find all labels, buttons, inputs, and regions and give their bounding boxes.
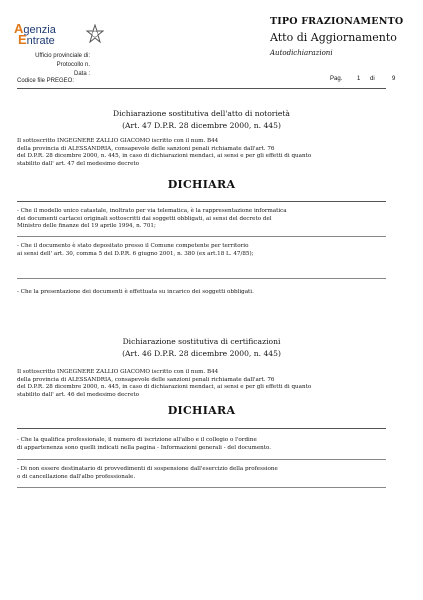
section2-body-line: stabilito dall' art. 46 del medesimo decreto [17,391,140,398]
section1-title-line1: Dichiarazione sostitutiva dell'atto di notorietà [113,109,290,118]
page-number: 1 [357,76,361,82]
section2-body [17,369,377,399]
item-line: dei documenti cartacei originali sottoscritti dai soggetti obbligati, ai sensi del decreto del [17,215,272,222]
section1-title-line2: (Art. 47 D.P.R. 28 dicembre 2000, n. 445) [122,121,281,130]
logo-word-ntrate: ntrate [26,35,55,47]
section2-item-divider [17,487,386,488]
item-line: Ministro delle finanze del 19 aprile 1994, n. 701; [17,223,156,230]
section1-item-divider [17,278,386,279]
section1-body-line: stabilito dall' art. 47 del medesimo decreto [17,160,140,167]
section1-item-3 [17,289,377,297]
section1-item-1 [17,208,377,231]
header-meta [32,52,90,79]
section2-divider [17,428,386,429]
section1-body-line: Il sottoscritto INGEGNERE ZALLIO GIACOMO iscritto con il num. B44 [17,138,219,144]
section2-item-2 [17,466,377,481]
item-line: - Di non essere destinatario di provvedimenti di sospensione dall'esercizio della professione [17,466,278,472]
republic-emblem-icon [86,24,104,44]
item-line: o di cancellazione dall'albo professionale. [17,473,136,480]
header-divider [17,88,386,89]
section2-body-line: Il sottoscritto INGEGNERE ZALLIO GIACOMO iscritto con il num. B44 [17,369,219,375]
document-subtitle: Atto di Aggiornamento [270,31,397,44]
page-label: Pag. [330,76,343,82]
document-type-title: TIPO FRAZIONAMENTO [270,16,404,27]
item-line: - Che la presentazione dei documenti è effettuata su incarico dei soggetti obbligati. [17,289,254,295]
logo-initial-e: E [18,32,27,47]
section2-body-line: della provincia di ALESSANDRIA, consapevole delle sanzioni penali richiamate dall'art. 76 [17,376,275,383]
ufficio-label: Ufficio provinciale di: [35,53,90,59]
page-of-label: di [370,76,375,82]
item-line: - Che il modello unico catastale, inoltrato per via telematica, è la rappresentazione informatica [17,208,287,214]
logo-initial-a: A [14,21,24,36]
section2-item-1 [17,437,377,452]
logo-word-genzia: genzia [23,24,56,36]
codice-file-label: Codice file PREGEO: [17,78,75,84]
page-total: 9 [392,76,396,82]
section1-dichiara-heading: DICHIARA [167,178,236,191]
section2-title [17,336,386,360]
autodichiarazioni-label: Autodichiarazioni [270,49,333,57]
section1-divider [17,201,386,202]
protocollo-label: Protocollo n. [56,62,90,68]
item-line: di appartenenza sono quelli indicati nella pagina - Informazioni generali - del documento. [17,444,272,451]
section1-body-line: del D.P.R. 28 dicembre 2000, n. 445, in caso di dichiarazioni mendaci, ai sensi e per gli effetti di quanto [17,153,312,160]
item-line: - Che il documento è stato depositato presso il Comune competente per territorio [17,243,249,249]
section2-title-line2: (Art. 46 D.P.R. 28 dicembre 2000, n. 445) [122,349,281,358]
section1-title [17,108,386,132]
section1-body-line: della provincia di ALESSANDRIA, consapevole delle sanzioni penali richiamate dall'art. 76 [17,145,275,152]
section1-body [17,138,377,168]
section2-item-divider [17,459,386,460]
section2-body-line: del D.P.R. 28 dicembre 2000, n. 445, in caso di dichiarazioni mendaci, ai sensi e per gli effetti di quanto [17,384,312,391]
section1-item-2 [17,243,377,258]
item-line: - Che la qualifica professionale, il numero di iscrizione all'albo e il collegio o l'ordine [17,437,257,443]
section2-dichiara-heading: DICHIARA [167,404,236,417]
section2-title-line1: Dichiarazione sostitutiva di certificazioni [122,337,281,346]
item-line: ai sensi dell' art. 30, comma 5 del D.P.R. 6 giugno 2001, n. 380 (ex art.18 L. 47/85); [17,250,254,257]
data-label: Data : [73,71,90,77]
section1-item-divider [17,236,386,237]
